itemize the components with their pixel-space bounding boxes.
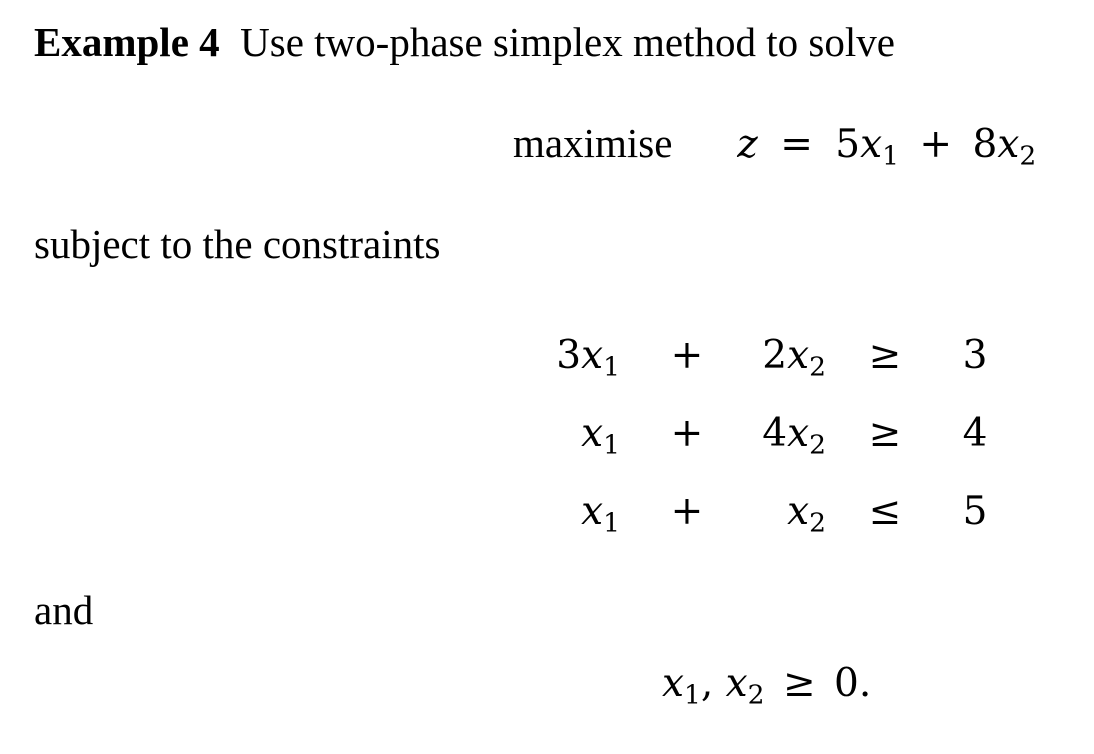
constraint-relation: ≥: [868, 333, 902, 378]
constraint-var-1: x: [581, 489, 604, 534]
constraint-var-2: x: [787, 411, 810, 456]
constraint-coef-1: 3: [556, 333, 582, 378]
constraint-sub-2: 2: [809, 429, 826, 461]
constraint-rhs: 3: [962, 333, 988, 378]
nonneg-var-1: x: [662, 661, 684, 706]
constraint-term-1: [581, 408, 620, 460]
constraint-coef-2: 2: [762, 333, 788, 378]
constraint-operator: +: [670, 411, 704, 456]
constraint-var-1: x: [581, 333, 604, 378]
constraint-term-1: [581, 486, 620, 538]
subject-to-text: subject to the constraints: [34, 221, 441, 267]
nonneg-var-2: x: [725, 661, 748, 706]
constraints-table: [520, 330, 1000, 564]
constraint-row: [520, 330, 1000, 408]
example-heading: [34, 19, 895, 65]
nonneg-sub-1: 1: [684, 679, 701, 711]
constraint-relation: ≥: [868, 411, 902, 456]
constraint-var-1: x: [581, 411, 604, 456]
example-instruction: Use two-phase simplex method to solve: [240, 19, 895, 65]
example-label: Example 4: [34, 19, 220, 65]
nonneg-relation: ≥: [782, 661, 816, 706]
objective-sub-1: 1: [882, 140, 899, 172]
plus-sign: +: [919, 122, 953, 167]
constraint-term-2: [787, 486, 826, 538]
constraint-sub-1: 1: [603, 507, 620, 539]
constraint-term-2: [762, 408, 826, 460]
nonneg-comma: ,: [700, 661, 726, 706]
constraint-rhs: 4: [962, 411, 988, 456]
constraint-term-1: [556, 330, 620, 382]
and-text: and: [34, 587, 94, 633]
constraint-rhs: 5: [962, 489, 988, 534]
constraint-sub-1: 1: [603, 429, 620, 461]
constraint-sub-2: 2: [809, 507, 826, 539]
constraint-coef-2: 4: [762, 411, 788, 456]
constraint-var-2: x: [787, 489, 810, 534]
objective-coef-2: 8: [972, 122, 998, 167]
objective-function: [513, 120, 1037, 172]
objective-variable: z: [737, 122, 758, 167]
objective-var-1: x: [860, 122, 883, 167]
constraint-var-2: x: [787, 333, 810, 378]
constraint-term-2: [762, 330, 826, 382]
nonneg-rhs: 0.: [834, 661, 872, 706]
constraint-sub-2: 2: [809, 351, 826, 383]
constraint-operator: +: [670, 489, 704, 534]
objective-var-2: x: [997, 122, 1020, 167]
objective-sub-2: 2: [1019, 140, 1037, 172]
nonneg-sub-2: 2: [747, 679, 765, 711]
constraint-row: [520, 486, 1000, 564]
nonnegativity-condition: [662, 661, 872, 711]
constraint-row: [520, 408, 1000, 486]
constraint-operator: +: [670, 333, 704, 378]
constraint-relation: ≤: [868, 489, 902, 534]
constraint-sub-1: 1: [603, 351, 620, 383]
objective-coef-1: 5: [835, 122, 861, 167]
objective-keyword: maximise: [513, 120, 673, 166]
equals-sign: =: [780, 122, 813, 167]
